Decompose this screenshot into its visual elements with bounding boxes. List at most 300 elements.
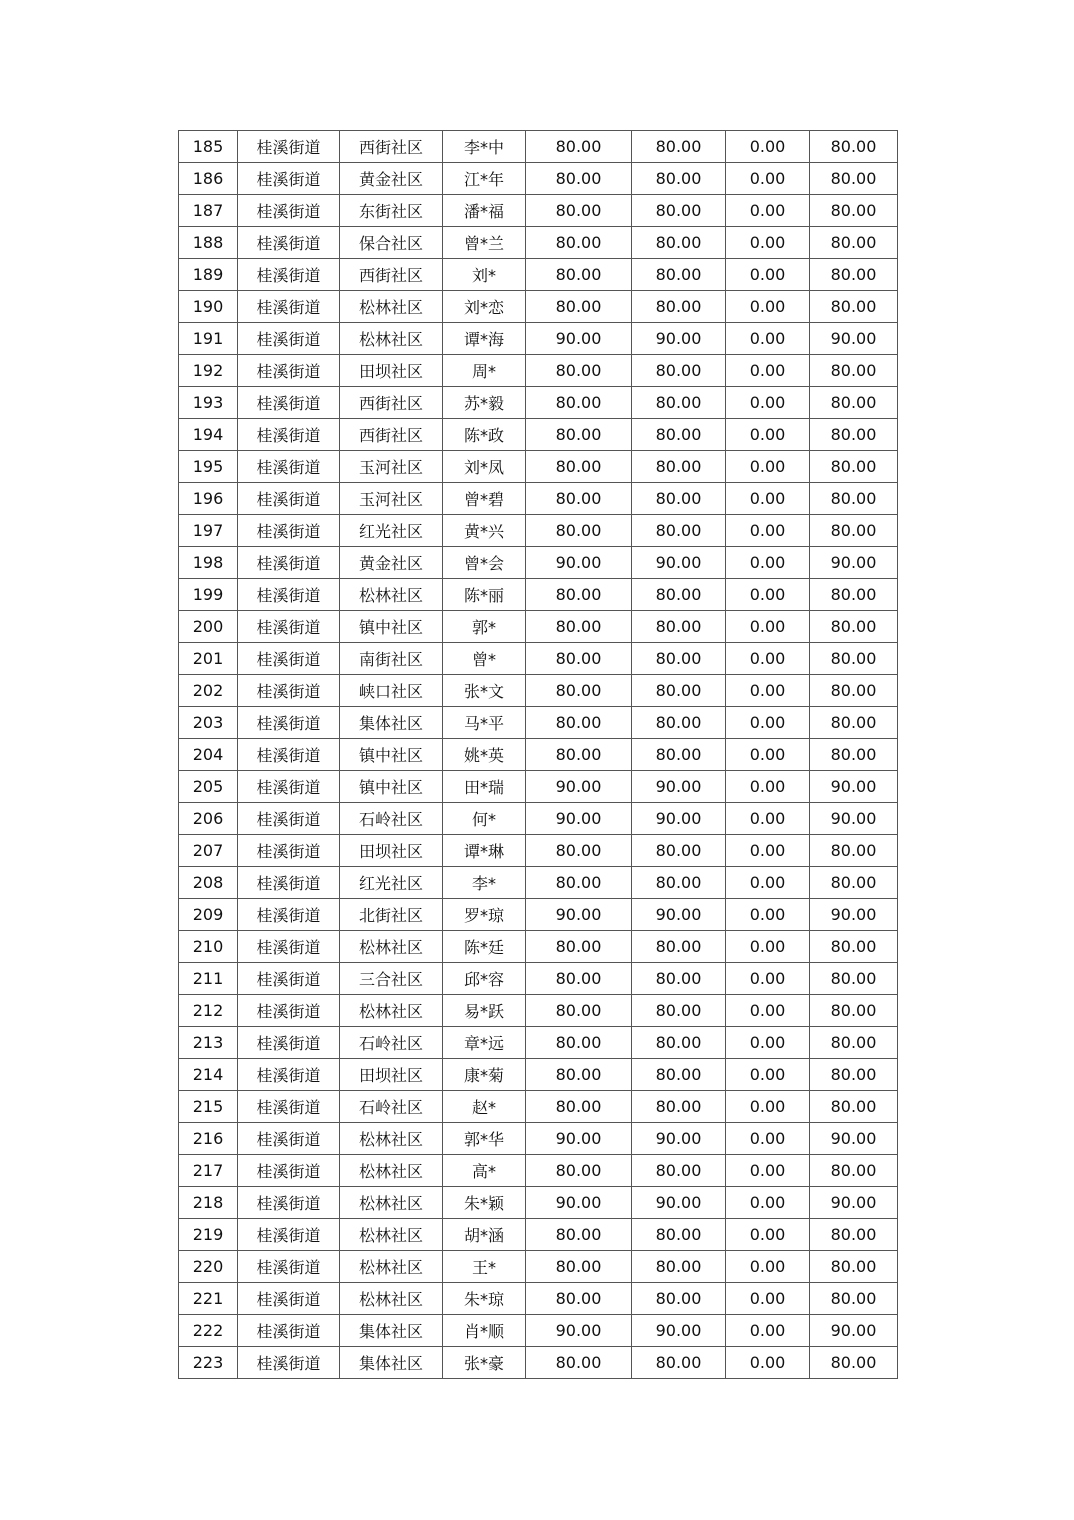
street-cell: 桂溪街道: [238, 771, 340, 803]
street-cell: 桂溪街道: [238, 323, 340, 355]
street-cell: 桂溪街道: [238, 387, 340, 419]
amount-cell: 0.00: [726, 451, 810, 483]
name-cell: 赵*: [443, 1091, 526, 1123]
amount-cell: 0.00: [726, 643, 810, 675]
amount-cell: 80.00: [810, 1091, 898, 1123]
amount-cell: 80.00: [632, 195, 726, 227]
table-row: [179, 291, 898, 323]
amount-cell: 80.00: [810, 739, 898, 771]
street-cell: 桂溪街道: [238, 1219, 340, 1251]
community-cell: 松林社区: [340, 1187, 443, 1219]
community-cell: 松林社区: [340, 1123, 443, 1155]
name-cell: 何*: [443, 803, 526, 835]
street-cell: 桂溪街道: [238, 611, 340, 643]
row-number-cell: 211: [179, 963, 238, 995]
name-cell: 刘*: [443, 259, 526, 291]
row-number-cell: 196: [179, 483, 238, 515]
street-cell: 桂溪街道: [238, 739, 340, 771]
amount-cell: 90.00: [526, 1187, 632, 1219]
street-cell: 桂溪街道: [238, 1251, 340, 1283]
amount-cell: 0.00: [726, 611, 810, 643]
community-cell: 松林社区: [340, 931, 443, 963]
community-cell: 松林社区: [340, 1155, 443, 1187]
amount-cell: 80.00: [526, 1091, 632, 1123]
amount-cell: 90.00: [810, 1315, 898, 1347]
amount-cell: 0.00: [726, 163, 810, 195]
name-cell: 高*: [443, 1155, 526, 1187]
row-number-cell: 206: [179, 803, 238, 835]
amount-cell: 80.00: [526, 1347, 632, 1379]
amount-cell: 0.00: [726, 1123, 810, 1155]
name-cell: 陈*政: [443, 419, 526, 451]
amount-cell: 80.00: [632, 1219, 726, 1251]
row-number-cell: 192: [179, 355, 238, 387]
amount-cell: 80.00: [632, 131, 726, 163]
name-cell: 潘*福: [443, 195, 526, 227]
table-row: [179, 323, 898, 355]
row-number-cell: 217: [179, 1155, 238, 1187]
amount-cell: 80.00: [632, 835, 726, 867]
row-number-cell: 204: [179, 739, 238, 771]
street-cell: 桂溪街道: [238, 259, 340, 291]
street-cell: 桂溪街道: [238, 451, 340, 483]
name-cell: 王*: [443, 1251, 526, 1283]
street-cell: 桂溪街道: [238, 707, 340, 739]
amount-cell: 0.00: [726, 707, 810, 739]
amount-cell: 90.00: [632, 899, 726, 931]
amount-cell: 80.00: [632, 1027, 726, 1059]
amount-cell: 80.00: [526, 643, 632, 675]
row-number-cell: 189: [179, 259, 238, 291]
street-cell: 桂溪街道: [238, 1187, 340, 1219]
street-cell: 桂溪街道: [238, 803, 340, 835]
amount-cell: 90.00: [526, 803, 632, 835]
amount-cell: 90.00: [632, 1123, 726, 1155]
community-cell: 玉河社区: [340, 451, 443, 483]
community-cell: 东街社区: [340, 195, 443, 227]
amount-cell: 80.00: [526, 483, 632, 515]
row-number-cell: 210: [179, 931, 238, 963]
amount-cell: 80.00: [810, 867, 898, 899]
amount-cell: 80.00: [526, 1059, 632, 1091]
street-cell: 桂溪街道: [238, 995, 340, 1027]
street-cell: 桂溪街道: [238, 675, 340, 707]
name-cell: 曾*会: [443, 547, 526, 579]
amount-cell: 0.00: [726, 515, 810, 547]
community-cell: 北街社区: [340, 899, 443, 931]
amount-cell: 80.00: [632, 579, 726, 611]
street-cell: 桂溪街道: [238, 547, 340, 579]
name-cell: 易*跃: [443, 995, 526, 1027]
amount-cell: 80.00: [810, 1027, 898, 1059]
amount-cell: 0.00: [726, 675, 810, 707]
amount-cell: 80.00: [526, 387, 632, 419]
street-cell: 桂溪街道: [238, 1059, 340, 1091]
name-cell: 周*: [443, 355, 526, 387]
amount-cell: 0.00: [726, 259, 810, 291]
row-number-cell: 222: [179, 1315, 238, 1347]
amount-cell: 90.00: [810, 547, 898, 579]
street-cell: 桂溪街道: [238, 227, 340, 259]
amount-cell: 80.00: [810, 1251, 898, 1283]
street-cell: 桂溪街道: [238, 1347, 340, 1379]
name-cell: 朱*琼: [443, 1283, 526, 1315]
amount-cell: 80.00: [810, 1155, 898, 1187]
amount-cell: 0.00: [726, 1091, 810, 1123]
street-cell: 桂溪街道: [238, 963, 340, 995]
row-number-cell: 191: [179, 323, 238, 355]
table-row: [179, 387, 898, 419]
row-number-cell: 202: [179, 675, 238, 707]
table-row: [179, 675, 898, 707]
amount-cell: 0.00: [726, 1315, 810, 1347]
amount-cell: 80.00: [632, 931, 726, 963]
amount-cell: 80.00: [632, 739, 726, 771]
amount-cell: 80.00: [810, 483, 898, 515]
table-row: [179, 1155, 898, 1187]
amount-cell: 0.00: [726, 195, 810, 227]
amount-cell: 80.00: [632, 291, 726, 323]
amount-cell: 90.00: [526, 899, 632, 931]
amount-cell: 80.00: [632, 483, 726, 515]
row-number-cell: 205: [179, 771, 238, 803]
row-number-cell: 207: [179, 835, 238, 867]
amount-cell: 80.00: [526, 835, 632, 867]
name-cell: 马*平: [443, 707, 526, 739]
amount-cell: 80.00: [526, 931, 632, 963]
name-cell: 胡*涵: [443, 1219, 526, 1251]
amount-cell: 0.00: [726, 1347, 810, 1379]
street-cell: 桂溪街道: [238, 1155, 340, 1187]
table-row: [179, 1251, 898, 1283]
amount-cell: 0.00: [726, 291, 810, 323]
community-cell: 田坝社区: [340, 355, 443, 387]
amount-cell: 80.00: [810, 963, 898, 995]
table-row: [179, 867, 898, 899]
community-cell: 镇中社区: [340, 611, 443, 643]
name-cell: 谭*海: [443, 323, 526, 355]
table-row: [179, 995, 898, 1027]
amount-cell: 0.00: [726, 739, 810, 771]
row-number-cell: 201: [179, 643, 238, 675]
amount-cell: 80.00: [810, 355, 898, 387]
row-number-cell: 216: [179, 1123, 238, 1155]
row-number-cell: 193: [179, 387, 238, 419]
community-cell: 镇中社区: [340, 771, 443, 803]
table-row: [179, 835, 898, 867]
community-cell: 峡口社区: [340, 675, 443, 707]
street-cell: 桂溪街道: [238, 163, 340, 195]
name-cell: 李*中: [443, 131, 526, 163]
row-number-cell: 195: [179, 451, 238, 483]
amount-cell: 80.00: [632, 675, 726, 707]
table-row: [179, 227, 898, 259]
table-row: [179, 451, 898, 483]
table-row: [179, 419, 898, 451]
amount-cell: 0.00: [726, 995, 810, 1027]
name-cell: 刘*凤: [443, 451, 526, 483]
amount-cell: 0.00: [726, 835, 810, 867]
amount-cell: 80.00: [632, 515, 726, 547]
records-table-body: [179, 131, 898, 1379]
row-number-cell: 188: [179, 227, 238, 259]
name-cell: 曾*: [443, 643, 526, 675]
row-number-cell: 219: [179, 1219, 238, 1251]
amount-cell: 90.00: [632, 803, 726, 835]
community-cell: 南街社区: [340, 643, 443, 675]
community-cell: 松林社区: [340, 323, 443, 355]
amount-cell: 80.00: [810, 291, 898, 323]
amount-cell: 80.00: [632, 643, 726, 675]
amount-cell: 80.00: [526, 163, 632, 195]
street-cell: 桂溪街道: [238, 1027, 340, 1059]
table-row: [179, 643, 898, 675]
table-row: [179, 1027, 898, 1059]
table-row: [179, 1187, 898, 1219]
amount-cell: 90.00: [526, 771, 632, 803]
amount-cell: 0.00: [726, 867, 810, 899]
amount-cell: 90.00: [810, 323, 898, 355]
amount-cell: 0.00: [726, 419, 810, 451]
table-row: [179, 483, 898, 515]
amount-cell: 80.00: [526, 259, 632, 291]
street-cell: 桂溪街道: [238, 355, 340, 387]
community-cell: 松林社区: [340, 1283, 443, 1315]
amount-cell: 80.00: [810, 675, 898, 707]
amount-cell: 90.00: [632, 547, 726, 579]
amount-cell: 80.00: [526, 579, 632, 611]
street-cell: 桂溪街道: [238, 419, 340, 451]
amount-cell: 80.00: [632, 1347, 726, 1379]
amount-cell: 80.00: [810, 451, 898, 483]
amount-cell: 80.00: [632, 963, 726, 995]
amount-cell: 80.00: [526, 195, 632, 227]
name-cell: 姚*英: [443, 739, 526, 771]
row-number-cell: 215: [179, 1091, 238, 1123]
amount-cell: 80.00: [526, 1219, 632, 1251]
amount-cell: 90.00: [810, 899, 898, 931]
amount-cell: 80.00: [632, 387, 726, 419]
community-cell: 田坝社区: [340, 835, 443, 867]
amount-cell: 0.00: [726, 1219, 810, 1251]
amount-cell: 90.00: [526, 1123, 632, 1155]
row-number-cell: 194: [179, 419, 238, 451]
table-row: [179, 1059, 898, 1091]
table-row: [179, 899, 898, 931]
amount-cell: 80.00: [526, 675, 632, 707]
amount-cell: 80.00: [810, 579, 898, 611]
amount-cell: 80.00: [810, 419, 898, 451]
name-cell: 章*远: [443, 1027, 526, 1059]
name-cell: 郭*华: [443, 1123, 526, 1155]
table-row: [179, 803, 898, 835]
name-cell: 罗*琼: [443, 899, 526, 931]
street-cell: 桂溪街道: [238, 835, 340, 867]
amount-cell: 0.00: [726, 1187, 810, 1219]
table-row: [179, 1283, 898, 1315]
table-row: [179, 195, 898, 227]
amount-cell: 80.00: [810, 227, 898, 259]
table-row: [179, 163, 898, 195]
row-number-cell: 209: [179, 899, 238, 931]
row-number-cell: 221: [179, 1283, 238, 1315]
amount-cell: 90.00: [810, 803, 898, 835]
community-cell: 集体社区: [340, 1347, 443, 1379]
street-cell: 桂溪街道: [238, 1123, 340, 1155]
amount-cell: 0.00: [726, 355, 810, 387]
row-number-cell: 200: [179, 611, 238, 643]
row-number-cell: 218: [179, 1187, 238, 1219]
amount-cell: 80.00: [810, 1283, 898, 1315]
table-row: [179, 1123, 898, 1155]
community-cell: 黄金社区: [340, 163, 443, 195]
community-cell: 石岭社区: [340, 1027, 443, 1059]
amount-cell: 80.00: [810, 835, 898, 867]
name-cell: 曾*兰: [443, 227, 526, 259]
row-number-cell: 185: [179, 131, 238, 163]
amount-cell: 0.00: [726, 483, 810, 515]
community-cell: 石岭社区: [340, 1091, 443, 1123]
street-cell: 桂溪街道: [238, 643, 340, 675]
amount-cell: 80.00: [810, 643, 898, 675]
amount-cell: 80.00: [632, 163, 726, 195]
amount-cell: 80.00: [810, 515, 898, 547]
amount-cell: 80.00: [632, 1059, 726, 1091]
table-row: [179, 1315, 898, 1347]
amount-cell: 80.00: [632, 707, 726, 739]
amount-cell: 80.00: [632, 259, 726, 291]
row-number-cell: 198: [179, 547, 238, 579]
table-row: [179, 547, 898, 579]
amount-cell: 80.00: [526, 131, 632, 163]
amount-cell: 80.00: [526, 515, 632, 547]
table-row: [179, 1347, 898, 1379]
row-number-cell: 213: [179, 1027, 238, 1059]
table-row: [179, 259, 898, 291]
table-row: [179, 579, 898, 611]
amount-cell: 80.00: [526, 963, 632, 995]
amount-cell: 80.00: [632, 451, 726, 483]
amount-cell: 80.00: [810, 931, 898, 963]
amount-cell: 80.00: [810, 195, 898, 227]
row-number-cell: 186: [179, 163, 238, 195]
amount-cell: 80.00: [632, 611, 726, 643]
amount-cell: 90.00: [632, 323, 726, 355]
row-number-cell: 197: [179, 515, 238, 547]
street-cell: 桂溪街道: [238, 579, 340, 611]
amount-cell: 0.00: [726, 323, 810, 355]
table-row: [179, 131, 898, 163]
street-cell: 桂溪街道: [238, 195, 340, 227]
amount-cell: 80.00: [526, 291, 632, 323]
amount-cell: 80.00: [810, 611, 898, 643]
row-number-cell: 208: [179, 867, 238, 899]
amount-cell: 0.00: [726, 1251, 810, 1283]
amount-cell: 80.00: [526, 739, 632, 771]
amount-cell: 80.00: [526, 611, 632, 643]
name-cell: 黄*兴: [443, 515, 526, 547]
amount-cell: 90.00: [526, 323, 632, 355]
amount-cell: 80.00: [632, 419, 726, 451]
amount-cell: 80.00: [810, 1219, 898, 1251]
name-cell: 陈*廷: [443, 931, 526, 963]
name-cell: 郭*: [443, 611, 526, 643]
community-cell: 三合社区: [340, 963, 443, 995]
street-cell: 桂溪街道: [238, 1315, 340, 1347]
community-cell: 松林社区: [340, 291, 443, 323]
name-cell: 李*: [443, 867, 526, 899]
community-cell: 石岭社区: [340, 803, 443, 835]
table-row: [179, 611, 898, 643]
street-cell: 桂溪街道: [238, 515, 340, 547]
amount-cell: 80.00: [632, 1251, 726, 1283]
table-row: [179, 739, 898, 771]
amount-cell: 0.00: [726, 387, 810, 419]
street-cell: 桂溪街道: [238, 131, 340, 163]
community-cell: 镇中社区: [340, 739, 443, 771]
table-row: [179, 931, 898, 963]
amount-cell: 80.00: [810, 707, 898, 739]
table-row: [179, 1219, 898, 1251]
amount-cell: 0.00: [726, 899, 810, 931]
table-row: [179, 1091, 898, 1123]
amount-cell: 80.00: [810, 1059, 898, 1091]
community-cell: 红光社区: [340, 867, 443, 899]
table-row: [179, 771, 898, 803]
community-cell: 黄金社区: [340, 547, 443, 579]
amount-cell: 90.00: [632, 1187, 726, 1219]
street-cell: 桂溪街道: [238, 291, 340, 323]
amount-cell: 0.00: [726, 771, 810, 803]
amount-cell: 80.00: [526, 867, 632, 899]
amount-cell: 90.00: [810, 1123, 898, 1155]
community-cell: 红光社区: [340, 515, 443, 547]
community-cell: 西街社区: [340, 387, 443, 419]
community-cell: 松林社区: [340, 1251, 443, 1283]
name-cell: 田*瑞: [443, 771, 526, 803]
street-cell: 桂溪街道: [238, 931, 340, 963]
name-cell: 康*菊: [443, 1059, 526, 1091]
amount-cell: 0.00: [726, 1059, 810, 1091]
name-cell: 邱*容: [443, 963, 526, 995]
name-cell: 刘*恋: [443, 291, 526, 323]
row-number-cell: 190: [179, 291, 238, 323]
street-cell: 桂溪街道: [238, 867, 340, 899]
community-cell: 西街社区: [340, 131, 443, 163]
community-cell: 西街社区: [340, 419, 443, 451]
table-row: [179, 355, 898, 387]
community-cell: 集体社区: [340, 707, 443, 739]
community-cell: 保合社区: [340, 227, 443, 259]
name-cell: 张*文: [443, 675, 526, 707]
name-cell: 苏*毅: [443, 387, 526, 419]
amount-cell: 80.00: [810, 131, 898, 163]
amount-cell: 80.00: [810, 163, 898, 195]
records-table: [178, 130, 898, 1379]
amount-cell: 80.00: [526, 451, 632, 483]
table-row: [179, 707, 898, 739]
amount-cell: 80.00: [526, 1283, 632, 1315]
name-cell: 江*年: [443, 163, 526, 195]
street-cell: 桂溪街道: [238, 1283, 340, 1315]
amount-cell: 90.00: [810, 771, 898, 803]
amount-cell: 80.00: [526, 419, 632, 451]
amount-cell: 0.00: [726, 963, 810, 995]
amount-cell: 0.00: [726, 803, 810, 835]
amount-cell: 0.00: [726, 1027, 810, 1059]
amount-cell: 0.00: [726, 131, 810, 163]
amount-cell: 80.00: [810, 259, 898, 291]
